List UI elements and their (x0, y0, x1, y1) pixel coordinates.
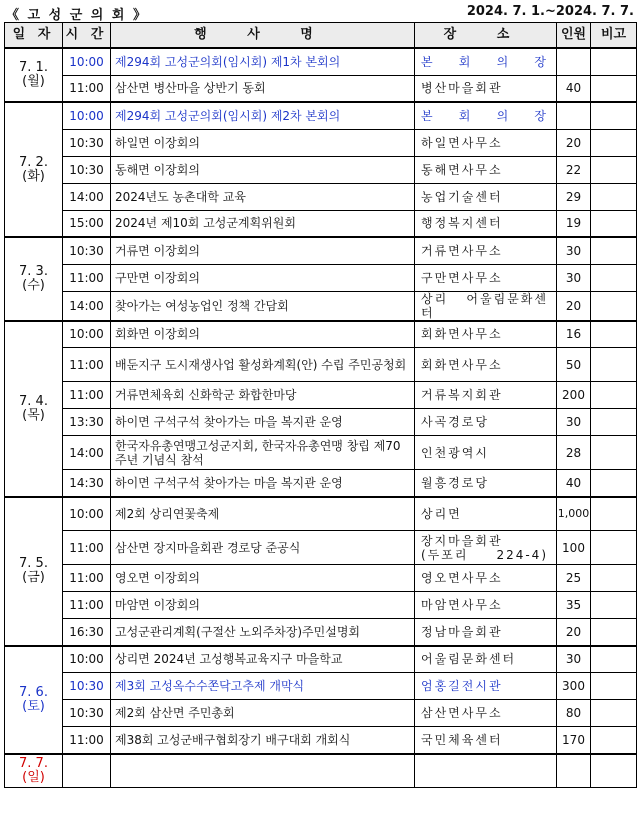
schedule-row (5, 754, 637, 788)
day-date: 7. 1. (19, 60, 48, 75)
day-weekday: (화) (22, 168, 45, 184)
event-cell: 회화면 이장회의 (111, 321, 415, 348)
event-cell: 제38회 고성군배구협회장기 배구대회 개회식 (111, 727, 415, 754)
schedule-row (5, 382, 637, 409)
event-cell: 제294회 고성군의회(임시회) 제1차 본회의 (111, 48, 415, 75)
attendees-cell: 20 (557, 291, 591, 321)
time-cell: 10:00 (63, 497, 111, 531)
attendees-cell (557, 48, 591, 75)
col-place: 장 소 (415, 23, 557, 49)
note-cell (591, 348, 637, 382)
schedule-row (5, 727, 637, 754)
event-cell: 거류면체육회 신화학군 화합한마당 (111, 382, 415, 409)
place-cell: 영오면사무소 (415, 565, 557, 592)
time-cell: 11:00 (63, 531, 111, 565)
place-cell: 국민체육센터 (415, 727, 557, 754)
time-cell: 16:30 (63, 619, 111, 646)
attendees-cell: 170 (557, 727, 591, 754)
place-cell: 구만면사무소 (415, 264, 557, 291)
time-cell: 14:30 (63, 470, 111, 497)
time-cell: 11:00 (63, 382, 111, 409)
note-cell (591, 237, 637, 264)
note-cell (591, 183, 637, 210)
day-cell (5, 102, 63, 237)
place-cell: 정남마을회관 (415, 619, 557, 646)
place-cell: 상리 어울림문화센터 (415, 291, 557, 321)
note-cell (591, 264, 637, 291)
event-cell: 제2회 상리연꽃축제 (111, 497, 415, 531)
place-cell: 사곡경로당 (415, 409, 557, 436)
schedule-row (5, 592, 637, 619)
attendees-cell: 30 (557, 237, 591, 264)
note-cell (591, 75, 637, 102)
event-cell: 찾아가는 여성농업인 정책 간담회 (111, 291, 415, 321)
event-cell: 상리면 2024년 고성행복교육지구 마을학교 (111, 646, 415, 673)
time-cell: 10:30 (63, 156, 111, 183)
schedule-row (5, 156, 637, 183)
day-cell (5, 321, 63, 497)
note-cell (591, 497, 637, 531)
council-title: 《 고 성 군 의 회 》 (6, 8, 148, 23)
schedule-row (5, 348, 637, 382)
event-cell: 제294회 고성군의회(임시회) 제2차 본회의 (111, 102, 415, 129)
col-note: 비고 (591, 23, 637, 49)
event-cell: 2024년도 농촌대학 교육 (111, 183, 415, 210)
place-cell: 본 회 의 장 (415, 48, 557, 75)
time-cell: 10:30 (63, 673, 111, 700)
header-row (5, 23, 637, 49)
note-cell (591, 754, 637, 788)
attendees-cell: 20 (557, 129, 591, 156)
event-cell: 2024년 제10회 고성군계획위원회 (111, 210, 415, 237)
col-time: 시 간 (63, 23, 111, 49)
schedule-row (5, 409, 637, 436)
place-cell: 마암면사무소 (415, 592, 557, 619)
attendees-cell: 29 (557, 183, 591, 210)
page-header (0, 0, 640, 22)
place-cell: 인천광역시 (415, 436, 557, 470)
place-cell: 동해면사무소 (415, 156, 557, 183)
place-cell: 병산마을회관 (415, 75, 557, 102)
time-cell: 11:00 (63, 592, 111, 619)
time-cell: 14:00 (63, 291, 111, 321)
note-cell (591, 382, 637, 409)
schedule-row (5, 436, 637, 470)
schedule-row (5, 619, 637, 646)
attendees-cell: 30 (557, 646, 591, 673)
schedule-row (5, 291, 637, 321)
schedule-row (5, 237, 637, 264)
col-date: 일 자 (5, 23, 63, 49)
schedule-body (5, 48, 637, 788)
note-cell (591, 129, 637, 156)
note-cell (591, 619, 637, 646)
event-cell: 동해면 이장회의 (111, 156, 415, 183)
schedule-row (5, 470, 637, 497)
day-cell (5, 646, 63, 754)
note-cell (591, 409, 637, 436)
day-cell (5, 48, 63, 102)
place-cell: 엄홍길전시관 (415, 673, 557, 700)
time-cell: 10:00 (63, 321, 111, 348)
time-cell: 11:00 (63, 264, 111, 291)
note-cell (591, 102, 637, 129)
time-cell: 11:00 (63, 75, 111, 102)
place-cell: 회화면사무소 (415, 348, 557, 382)
note-cell (591, 565, 637, 592)
event-cell: 하이면 구석구석 찾아가는 마을 복지관 운영 (111, 409, 415, 436)
day-cell (5, 497, 63, 646)
note-cell (591, 156, 637, 183)
place-cell: 어울림문화센터 (415, 646, 557, 673)
schedule-row (5, 565, 637, 592)
attendees-cell: 300 (557, 673, 591, 700)
time-cell (63, 754, 111, 788)
day-cell (5, 754, 63, 788)
place-cell: 회화면사무소 (415, 321, 557, 348)
place-cell: 농업기술센터 (415, 183, 557, 210)
note-cell (591, 321, 637, 348)
note-cell (591, 646, 637, 673)
place-cell: 본 회 의 장 (415, 102, 557, 129)
time-cell: 10:30 (63, 129, 111, 156)
schedule-row (5, 531, 637, 565)
schedule-row (5, 210, 637, 237)
schedule-row (5, 321, 637, 348)
attendees-cell: 19 (557, 210, 591, 237)
attendees-cell: 25 (557, 565, 591, 592)
time-cell: 15:00 (63, 210, 111, 237)
attendees-cell: 35 (557, 592, 591, 619)
place-line: 장지마을회관 (421, 533, 503, 548)
note-cell (591, 48, 637, 75)
day-date: 7. 5. (19, 556, 48, 571)
schedule-row (5, 102, 637, 129)
attendees-cell: 40 (557, 75, 591, 102)
place-line-2: (두포리 224-4) (421, 547, 548, 562)
event-cell: 구만면 이장회의 (111, 264, 415, 291)
event-cell: 배둔지구 도시재생사업 활성화계획(안) 수립 주민공청회 (111, 348, 415, 382)
day-cell (5, 237, 63, 321)
place-cell: 행정복지센터 (415, 210, 557, 237)
attendees-cell: 200 (557, 382, 591, 409)
schedule-row (5, 673, 637, 700)
event-cell: 한국자유총연맹고성군지회, 한국자유총연맹 창립 제70주년 기념식 참석 (111, 436, 415, 470)
day-weekday: (수) (22, 277, 45, 293)
attendees-cell: 30 (557, 264, 591, 291)
time-cell: 11:00 (63, 565, 111, 592)
schedule-row (5, 264, 637, 291)
attendees-cell: 20 (557, 619, 591, 646)
event-cell: 삼산면 장지마을회관 경로당 준공식 (111, 531, 415, 565)
attendees-cell: 30 (557, 409, 591, 436)
attendees-cell: 80 (557, 700, 591, 727)
day-date: 7. 2. (19, 154, 48, 170)
attendees-cell: 28 (557, 436, 591, 470)
note-cell (591, 592, 637, 619)
place-cell: 거류면사무소 (415, 237, 557, 264)
col-attendees: 인원 (557, 23, 591, 49)
note-cell (591, 700, 637, 727)
note-cell (591, 673, 637, 700)
attendees-cell (557, 102, 591, 129)
day-date: 7. 7. (19, 755, 48, 771)
note-cell (591, 727, 637, 754)
attendees-cell: 22 (557, 156, 591, 183)
place-cell (415, 531, 557, 565)
event-cell: 거류면 이장회의 (111, 237, 415, 264)
note-cell (591, 291, 637, 321)
col-event: 행 사 명 (111, 23, 415, 49)
attendees-cell (557, 754, 591, 788)
place-cell (415, 754, 557, 788)
event-cell: 제2회 삼산면 주민총회 (111, 700, 415, 727)
attendees-cell: 100 (557, 531, 591, 565)
time-cell: 10:00 (63, 48, 111, 75)
day-date: 7. 4. (19, 393, 48, 409)
schedule-row (5, 497, 637, 531)
event-cell: 하일면 이장회의 (111, 129, 415, 156)
time-cell: 10:30 (63, 237, 111, 264)
date-range: 2024. 7. 1.~2024. 7. 7. (466, 4, 634, 19)
note-cell (591, 436, 637, 470)
time-cell: 14:00 (63, 436, 111, 470)
schedule-row (5, 48, 637, 75)
place-cell: 삼산면사무소 (415, 700, 557, 727)
day-weekday: (금) (22, 570, 45, 585)
time-cell: 11:00 (63, 348, 111, 382)
day-weekday: (일) (22, 769, 45, 785)
place-cell: 하일면사무소 (415, 129, 557, 156)
note-cell (591, 210, 637, 237)
event-cell (111, 754, 415, 788)
time-cell: 13:30 (63, 409, 111, 436)
place-cell: 거류복지회관 (415, 382, 557, 409)
note-cell (591, 531, 637, 565)
day-weekday: (목) (22, 407, 45, 423)
attendees-cell: 1,000 (557, 497, 591, 531)
schedule-row (5, 75, 637, 102)
event-cell: 제3회 고성옥수수쫀닥고추제 개막식 (111, 673, 415, 700)
attendees-cell: 16 (557, 321, 591, 348)
day-date: 7. 3. (19, 263, 48, 279)
day-weekday: (월) (22, 74, 45, 89)
event-cell: 고성군관리계획(구절산 노외주차장)주민설명회 (111, 619, 415, 646)
event-cell: 하이면 구석구석 찾아가는 마을 복지관 운영 (111, 470, 415, 497)
attendees-cell: 40 (557, 470, 591, 497)
time-cell: 10:30 (63, 700, 111, 727)
schedule-row (5, 183, 637, 210)
note-cell (591, 470, 637, 497)
attendees-cell: 50 (557, 348, 591, 382)
day-date: 7. 6. (19, 684, 48, 700)
time-cell: 14:00 (63, 183, 111, 210)
event-cell: 마암면 이장회의 (111, 592, 415, 619)
schedule-row (5, 129, 637, 156)
schedule-row (5, 700, 637, 727)
day-weekday: (토) (22, 698, 45, 714)
place-cell: 월흥경로당 (415, 470, 557, 497)
event-cell: 영오면 이장회의 (111, 565, 415, 592)
event-cell: 삼산면 병산마을 상반기 동회 (111, 75, 415, 102)
time-cell: 11:00 (63, 727, 111, 754)
schedule-row (5, 646, 637, 673)
time-cell: 10:00 (63, 646, 111, 673)
time-cell: 10:00 (63, 102, 111, 129)
schedule-table (4, 22, 637, 788)
place-cell: 상리면 (415, 497, 557, 531)
